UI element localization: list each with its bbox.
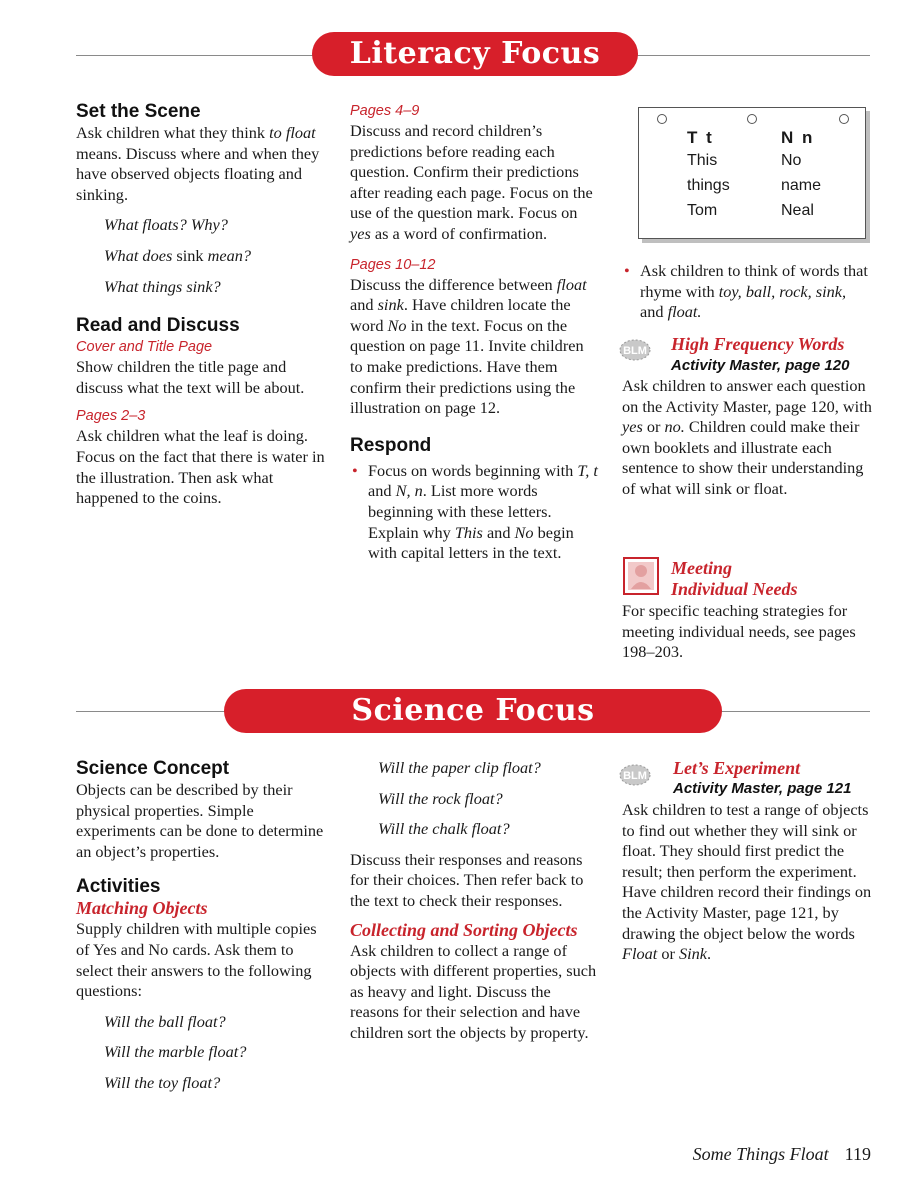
card-hole-right	[839, 114, 849, 124]
card-word-things: things	[687, 177, 730, 194]
respond-bullet: • Focus on words beginning with T, t and N, n. List more words beginning with these letters. Explain why This and No begin with capital letters in the text.	[350, 461, 598, 564]
word-card	[638, 107, 866, 239]
matching-objects-text: Supply children with multiple copies of Yes and No cards. Ask them to select their answers to the following questions:	[76, 919, 317, 1001]
footer-title: Some Things Float	[692, 1144, 829, 1164]
experiment-text-block	[622, 800, 874, 965]
science-concept-heading: Science Concept	[76, 758, 230, 779]
literacy-rule-right	[625, 55, 870, 56]
science-question-toy: Will the toy float?	[104, 1072, 221, 1092]
hfw-text: Ask children to answer each question on the Activity Master, page 120, with yes or no. Children could make their own booklets and illustrate each sentence to show their understanding of what will sink or float.	[622, 376, 872, 498]
pages-2-3-subheading: Pages 2–3	[76, 408, 146, 425]
hfw-activity-master: Activity Master, page 120	[671, 357, 850, 374]
pages-4-9-subheading: Pages 4–9	[350, 103, 420, 119]
hfw-text-block	[622, 376, 874, 500]
activities-heading: Activities	[76, 876, 161, 898]
read-and-discuss-heading: Read and Discuss	[76, 315, 240, 337]
card-hole-middle	[747, 114, 757, 124]
card-word-this: This	[687, 152, 718, 169]
meeting-text-block	[622, 601, 874, 663]
card-word-no: No	[781, 152, 802, 169]
science-focus-banner: Science Focus	[224, 689, 722, 733]
respond-heading: Respond	[350, 434, 432, 456]
cover-subheading: Cover and Title Page	[76, 339, 213, 356]
pages-2-3-text: Ask children what the leaf is doing. Focus on the fact that there is water in the illustration. Then ask what happened to the coins.	[76, 426, 325, 508]
science-concept-text: Objects can be described by their physical properties. Simple experiments can be done to determine an object’s properties.	[76, 780, 324, 861]
lets-experiment-heading: Let’s Experiment	[673, 758, 801, 778]
science-question-ball: Will the ball float?	[104, 1011, 226, 1031]
literacy-column-2	[350, 101, 598, 564]
rhyme-bullet: • Ask children to think of words that rhyme with toy, ball, rock, sink, and float.	[622, 261, 872, 323]
cover-text: Show children the title page and discuss what the text will be about.	[76, 357, 305, 397]
pages-10-12-subheading: Pages 10–12	[350, 256, 436, 273]
card-word-name: name	[781, 177, 822, 194]
set-the-scene-heading: Set the Scene	[76, 101, 201, 122]
svg-text:BLM: BLM	[623, 770, 647, 782]
meeting-text: For specific teaching strategies for meeting individual needs, see pages 198–203.	[622, 601, 856, 662]
meeting-needs-icon	[623, 557, 659, 595]
card-word-neal: Neal	[781, 202, 814, 219]
high-frequency-words-heading: High Frequency Words	[671, 334, 845, 354]
collecting-sorting-heading: Collecting and Sorting Objects	[350, 919, 578, 940]
experiment-activity-master: Activity Master, page 121	[673, 780, 852, 797]
set-the-scene-text: Ask children what they think to float means. Discuss where and when they have observed objects floating and sinking.	[76, 123, 320, 204]
science-question-rock: Will the rock float?	[378, 788, 503, 808]
science-question-paper-clip: Will the paper clip float?	[378, 758, 541, 777]
rhyme-list	[622, 261, 872, 323]
meeting-needs-heading-2: Individual Needs	[671, 579, 798, 599]
card-word-tom: Tom	[687, 202, 718, 219]
science-question-marble: Will the marble float?	[104, 1042, 247, 1062]
matching-objects-heading: Matching Objects	[76, 898, 208, 919]
experiment-text: Ask children to test a range of objects to find out whether they will sink or float. They should first predict the result; then perform the experiment. Have children record their findings on the Activity Master, page 121, by drawing the object below the words Float or Sink.	[622, 800, 872, 964]
discuss-responses-text: Discuss their responses and reasons for their choices. Then refer back to the text to check their responses.	[350, 849, 584, 910]
question-2: What does sink mean?	[104, 245, 251, 265]
collecting-sorting-text: Ask children to collect a range of objects with different properties, such as heavy and light. Discuss the reasons for their selection and have children sort the objects by property.	[350, 940, 597, 1042]
question-3: What things sink?	[104, 276, 221, 296]
page-footer	[693, 1144, 871, 1165]
pages-4-9-text: Discuss and record children’s predictions before reading each question. Confirm their predictions after reading each page. Focus on the use of the question mark. Focus on yes as a word of confirmation.	[350, 121, 593, 243]
pages-10-12-text: Discuss the difference between float and sink. Have children locate the word No in the text. Focus on the question on page 11. Invite children to make predictions. Have them confirm their predictions using the illustration on page 12.	[350, 274, 587, 418]
science-rule-right	[712, 711, 870, 712]
science-rule-left	[76, 711, 236, 712]
respond-list	[350, 461, 598, 564]
literacy-column-1	[76, 101, 326, 509]
literacy-focus-banner: Literacy Focus	[312, 32, 638, 76]
page-number: 119	[844, 1144, 871, 1164]
card-hole-left	[657, 114, 667, 124]
blm-icon	[618, 762, 652, 788]
card-header-n: N n	[781, 128, 815, 147]
card-header-t: T t	[687, 128, 714, 147]
literacy-rule-left	[76, 55, 326, 56]
literacy-column-3	[622, 261, 872, 323]
question-1: What floats? Why?	[104, 215, 228, 235]
science-column-2	[350, 748, 600, 1044]
svg-text:BLM: BLM	[623, 345, 647, 357]
science-question-chalk: Will the chalk float?	[378, 819, 510, 839]
science-column-1	[76, 758, 326, 1094]
meeting-needs-heading-1: Meeting	[671, 558, 732, 578]
blm-icon	[618, 337, 652, 363]
